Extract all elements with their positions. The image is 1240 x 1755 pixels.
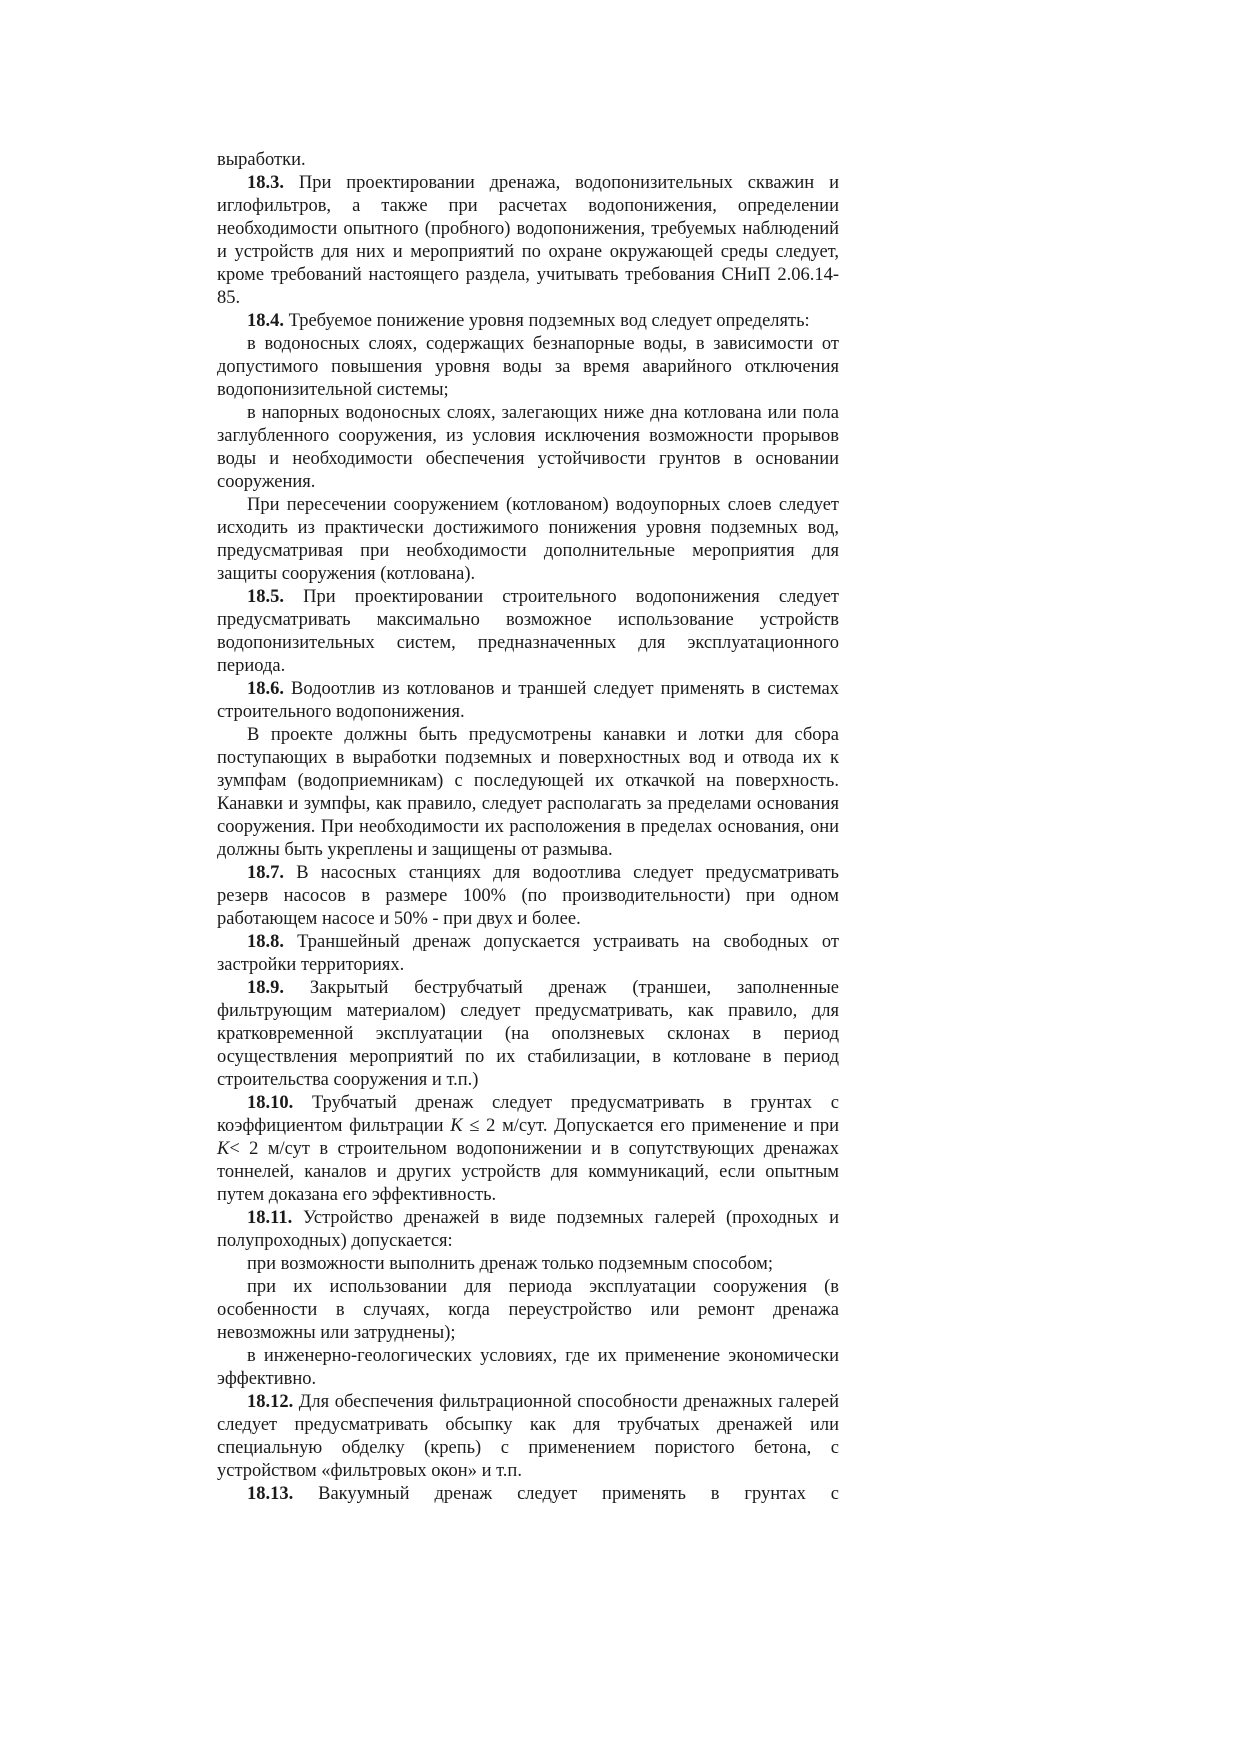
paragraph-text: в напорных водоносных слоях, залегающих ниже дна котлована или пола заглубленного сооружения, из условия исключения возможности прорывов воды и необходимости обеспечения устойчивости грунтов в основании сооружения. xyxy=(217,403,839,492)
paragraph xyxy=(217,494,839,586)
paragraph-text: Закрытый беструбчатый дренаж (траншеи, заполненные фильтрующим материалом) следует предусматривать, как правило, для кратковременной эксплуатации (на оползневых склонах в период осуществления мероприятий по их стабилизации, в котловане в период строительства сооружения и т.п.) xyxy=(217,978,839,1090)
section-number: 18.8. xyxy=(247,932,284,952)
paragraph-list-item xyxy=(217,1345,839,1391)
section-number: 18.4. xyxy=(247,311,284,331)
paragraph-list-item xyxy=(217,333,839,402)
paragraph-18-7 xyxy=(217,862,839,931)
variable-k: K xyxy=(217,1139,230,1159)
section-number: 18.9. xyxy=(247,978,284,998)
paragraph-text: Вакуумный дренаж следует применять в грунтах с xyxy=(293,1484,839,1504)
paragraph-18-9 xyxy=(217,977,839,1092)
section-number: 18.12. xyxy=(247,1392,294,1412)
paragraph-18-5 xyxy=(217,586,839,678)
paragraph-text: При пересечении сооружением (котлованом) водоупорных слоев следует исходить из практически достижимого понижения уровня подземных вод, предусматривая при необходимости дополнительные мероприятия для защиты сооружения (котлована). xyxy=(217,495,839,584)
section-number: 18.6. xyxy=(247,679,284,699)
section-number: 18.11. xyxy=(247,1208,293,1228)
paragraph-18-6 xyxy=(217,678,839,724)
paragraph-text: < 2 м/сут в строительном водопонижении и в сопутствующих дренажах тоннелей, каналов и других устройств для коммуникаций, если опытным путем доказана его эффективность. xyxy=(217,1139,839,1205)
paragraph-text: При проектировании дренажа, водопонизительных скважин и иглофильтров, а также при расчетах водопонижения, определении необходимости опытного (пробного) водопонижения, требуемых наблюдений и устройств для них и мероприятий по охране окружающей среды следует, кроме требований настоящего раздела, учитывать требования СНиП 2.06.14-85. xyxy=(217,173,839,308)
paragraph-text: В проекте должны быть предусмотрены канавки и лотки для сбора поступающих в выработки подземных и поверхностных вод и отвода их к зумпфам (водоприемникам) с последующей их откачкой на поверхность. Канавки и зумпфы, как правило, следует располагать за пределами основания сооружения. При необходимости их расположения в пределах основания, они должны быть укреплены и защищены от размыва. xyxy=(217,725,839,860)
paragraph-text: выработки. xyxy=(217,150,306,170)
section-number: 18.7. xyxy=(247,863,284,883)
paragraph-text: при возможности выполнить дренаж только подземным способом; xyxy=(247,1254,773,1274)
paragraph-list-item xyxy=(217,1276,839,1345)
paragraph-18-11 xyxy=(217,1207,839,1253)
paragraph-text: Требуемое понижение уровня подземных вод следует определять: xyxy=(284,311,810,331)
paragraph-text: при их использовании для периода эксплуатации сооружения (в особенности в случаях, когда переустройство или ремонт дренажа невозможны или затруднены); xyxy=(217,1277,839,1343)
document-body xyxy=(217,149,839,1506)
paragraph-text: Трубчатый дренаж следует предусматривать в грунтах с коэффициентом фильтрации xyxy=(217,1093,839,1136)
paragraph-text: Водоотлив из котлованов и траншей следует применять в системах строительного водопонижения. xyxy=(217,679,839,722)
paragraph-text: В насосных станциях для водоотлива следует предусматривать резерв насосов в размере 100% (по производительности) при одном работающем насосе и 50% - при двух и более. xyxy=(217,863,839,929)
paragraph-18-3 xyxy=(217,172,839,310)
paragraph-text: ≤ 2 м/сут. Допускается его применение и при xyxy=(462,1116,839,1136)
paragraph-text: Траншейный дренаж допускается устраивать на свободных от застройки территориях. xyxy=(217,932,839,975)
paragraph-text: в водоносных слоях, содержащих безнапорные воды, в зависимости от допустимого повышения уровня воды за время аварийного отключения водопонизительной системы; xyxy=(217,334,839,400)
paragraph-list-item xyxy=(217,1253,839,1276)
section-number: 18.10. xyxy=(247,1093,294,1113)
paragraph-list-item xyxy=(217,402,839,494)
paragraph-text: в инженерно-геологических условиях, где их применение экономически эффективно. xyxy=(217,1346,839,1389)
paragraph-18-10 xyxy=(217,1092,839,1207)
variable-k: K xyxy=(450,1116,463,1136)
section-number: 18.13. xyxy=(247,1484,294,1504)
paragraph-18-4 xyxy=(217,310,839,333)
paragraph-text: Устройство дренажей в виде подземных галерей (проходных и полупроходных) допускается: xyxy=(217,1208,839,1251)
paragraph-18-12 xyxy=(217,1391,839,1483)
section-number: 18.3. xyxy=(247,173,284,193)
paragraph-continuation xyxy=(217,149,839,172)
paragraph xyxy=(217,724,839,862)
paragraph-text: При проектировании строительного водопонижения следует предусматривать максимально возможное использование устройств водопонизительных систем, предназначенных для эксплуатационного периода. xyxy=(217,587,839,676)
paragraph-text: Для обеспечения фильтрационной способности дренажных галерей следует предусматривать обсыпку как для трубчатых дренажей или специальную обделку (крепь) с применением пористого бетона, с устройством «фильтровых окон» и т.п. xyxy=(217,1392,839,1481)
paragraph-18-8 xyxy=(217,931,839,977)
section-number: 18.5. xyxy=(247,587,284,607)
paragraph-18-13 xyxy=(217,1483,839,1506)
